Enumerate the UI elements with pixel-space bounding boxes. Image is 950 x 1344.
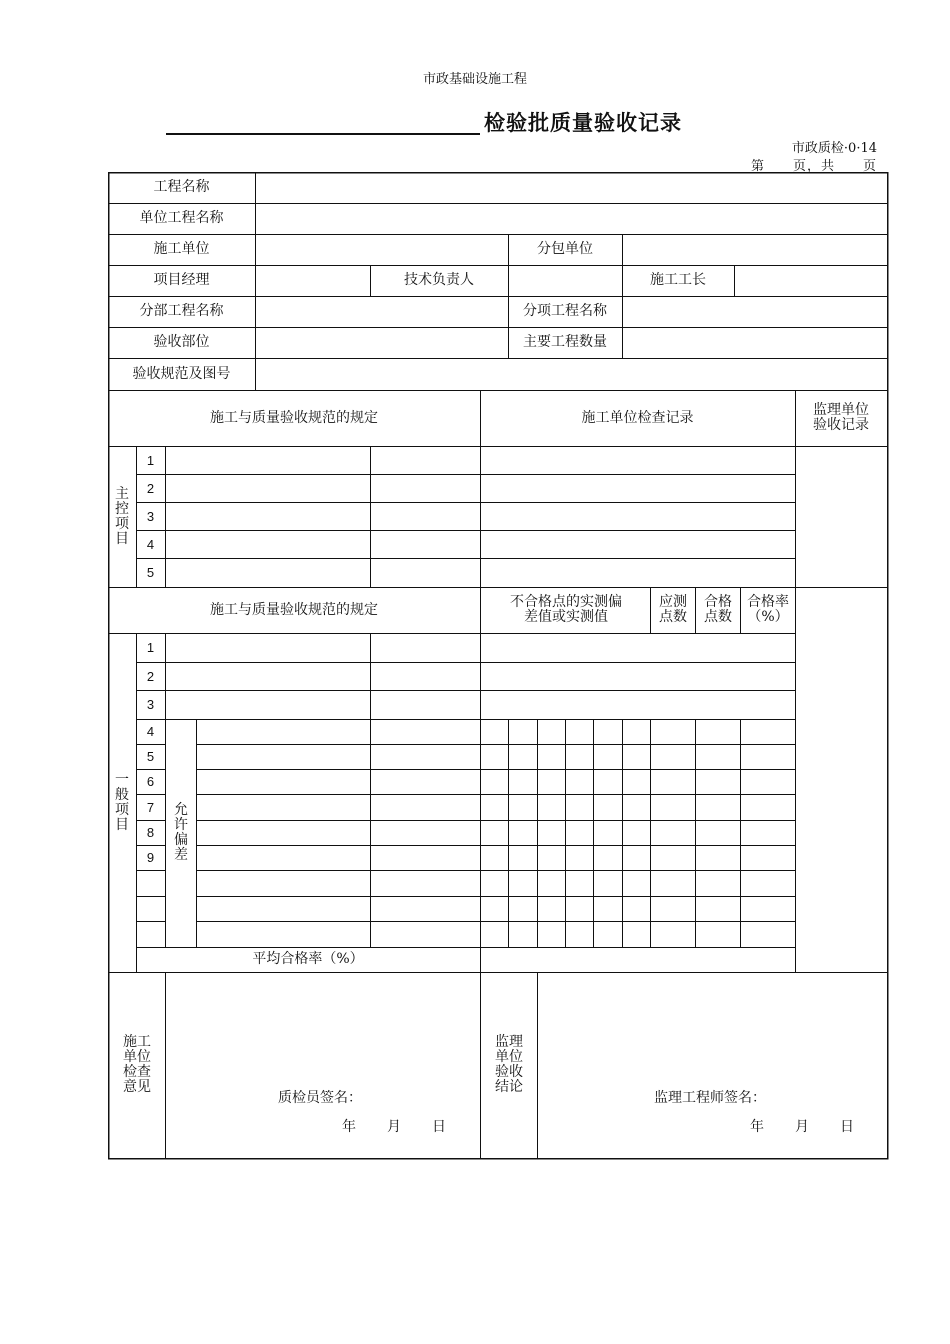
- label-tech-lead: 技术负责人: [404, 272, 474, 288]
- inspector-sign-label: 质检员签名：: [278, 1090, 362, 1106]
- main-row-number: 5: [146, 565, 155, 580]
- engineer-sign-label: 监理工程师签名：: [654, 1090, 766, 1106]
- general-row-number: 8: [146, 825, 155, 840]
- tolerance-label: 允许偏差: [174, 802, 188, 863]
- date-month: 月: [387, 1119, 401, 1135]
- document-title: 检验批质量验收记录: [484, 110, 682, 135]
- main-spec-header: 施工与质量验收规范的规定: [210, 409, 378, 426]
- main-row-number: 3: [146, 508, 155, 524]
- date-year: 年: [342, 1119, 356, 1135]
- date-day: 日: [840, 1119, 854, 1135]
- general-row-number: 3: [146, 697, 155, 712]
- qualified-points-header: 合格点数: [704, 594, 732, 625]
- main-record-header: 施工单位检查记录: [581, 409, 694, 426]
- page-info: 第 页，共 页: [750, 159, 877, 174]
- main-row-number: 1: [146, 452, 155, 468]
- general-row-number: 7: [146, 799, 155, 815]
- deviation-header: 不合格点的实测偏差值或实测值: [510, 594, 622, 625]
- label-subcontract-unit: 分包单位: [537, 241, 593, 257]
- label-division-name: 分部工程名称: [139, 303, 224, 319]
- pass-rate-header: 合格率（%）: [747, 594, 789, 625]
- general-row-number: 4: [146, 724, 155, 739]
- supervision-conclusion-label: 监理单位验收结论: [495, 1034, 523, 1095]
- label-project-name: 工程名称: [153, 179, 210, 195]
- main-control-side-label: 主控项目: [115, 485, 129, 547]
- general-row-number: 5: [146, 749, 155, 764]
- date-month: 月: [795, 1119, 809, 1135]
- construction-opinion-label: 施工单位检查意见: [123, 1034, 151, 1095]
- form-code: 市政质检·0·14: [791, 141, 877, 156]
- general-row-number: 2: [146, 668, 155, 684]
- main-row-number: 4: [146, 536, 155, 552]
- label-construction-unit: 施工单位: [153, 241, 210, 257]
- label-main-quantity: 主要工程数量: [523, 334, 607, 350]
- supervision-header: 监理单位验收记录: [813, 402, 869, 433]
- main-row-number: 2: [146, 480, 155, 496]
- general-spec-header: 施工与质量验收规范的规定: [210, 601, 378, 618]
- document-category: 市政基础设施工程: [422, 72, 527, 87]
- label-unit-project-name: 单位工程名称: [139, 210, 224, 226]
- general-side-label: 一般项目: [115, 771, 129, 833]
- date-day: 日: [432, 1119, 446, 1135]
- label-standard-drawing: 验收规范及图号: [132, 365, 231, 382]
- general-row-number: 9: [146, 850, 155, 865]
- label-acceptance-part: 验收部位: [153, 334, 210, 350]
- general-row-number: 6: [146, 774, 155, 789]
- average-pass-rate-label: 平均合格率（%）: [252, 951, 364, 967]
- label-subitem-name: 分项工程名称: [523, 303, 607, 319]
- general-row-number: 1: [146, 640, 155, 655]
- should-measure-header: 应测点数: [659, 594, 687, 625]
- label-project-manager: 项目经理: [153, 272, 210, 288]
- date-year: 年: [750, 1119, 764, 1135]
- label-foreman: 施工工长: [650, 272, 706, 288]
